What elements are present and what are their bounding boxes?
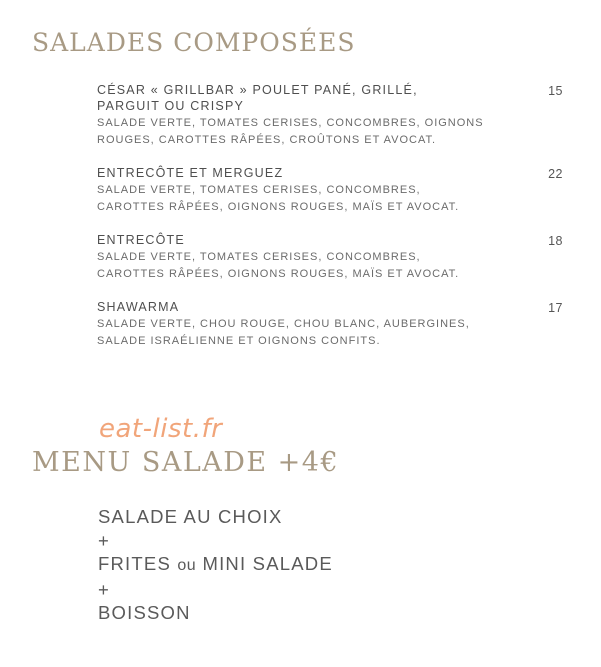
watermark: eat-list.fr xyxy=(99,414,223,444)
item-description: SALADE VERTE, CHOU ROUGE, CHOU BLANC, AUBERGINES, SALADE ISRAÉLIENNE ET OIGNONS CONFITS. xyxy=(97,318,470,347)
menu-item xyxy=(97,165,567,216)
item-description: SALADE VERTE, TOMATES CERISES, CONCOMBRES, CAROTTES RÂPÉES, OIGNONS ROUGES, MAÏS ET AVOCAT. xyxy=(97,251,460,280)
menu-formula xyxy=(98,505,333,625)
section-title: SALADES COMPOSÉES xyxy=(32,28,356,57)
menu-line-salad-choice: SALADE AU CHOIX xyxy=(98,506,283,527)
menu-line-sides xyxy=(98,552,333,578)
menu-line-drink: BOISSON xyxy=(98,602,191,623)
menu-mini-salade: MINI SALADE xyxy=(202,553,333,574)
item-name: SHAWARMA xyxy=(97,300,180,314)
menu-item xyxy=(97,299,567,350)
menu-plus: + xyxy=(98,578,111,600)
item-price: 18 xyxy=(548,234,563,248)
item-name: CÉSAR « GRILLBAR » POULET PANÉ, GRILLÉ, PARGUIT OU CRISPY xyxy=(97,83,418,113)
menu-plus: + xyxy=(98,529,111,551)
menu-item xyxy=(97,82,567,149)
item-price: 15 xyxy=(548,84,563,98)
menu-item xyxy=(97,232,567,283)
item-description: SALADE VERTE, TOMATES CERISES, CONCOMBRES, CAROTTES RÂPÉES, OIGNONS ROUGES, MAÏS ET AVOCAT. xyxy=(97,184,460,213)
item-price: 17 xyxy=(548,301,563,315)
item-name: ENTRECÔTE ET MERGUEZ xyxy=(97,166,284,180)
menu-or: ou xyxy=(177,557,197,574)
item-price: 22 xyxy=(548,167,563,181)
salad-list xyxy=(97,82,567,366)
item-name: ENTRECÔTE xyxy=(97,233,185,247)
item-description: SALADE VERTE, TOMATES CERISES, CONCOMBRES, OIGNONS ROUGES, CAROTTES RÂPÉES, CROÛTONS ET AVOCAT. xyxy=(97,117,484,146)
menu-frites: FRITES xyxy=(98,553,171,574)
menu-salade-title: MENU SALADE +4€ xyxy=(32,447,340,478)
